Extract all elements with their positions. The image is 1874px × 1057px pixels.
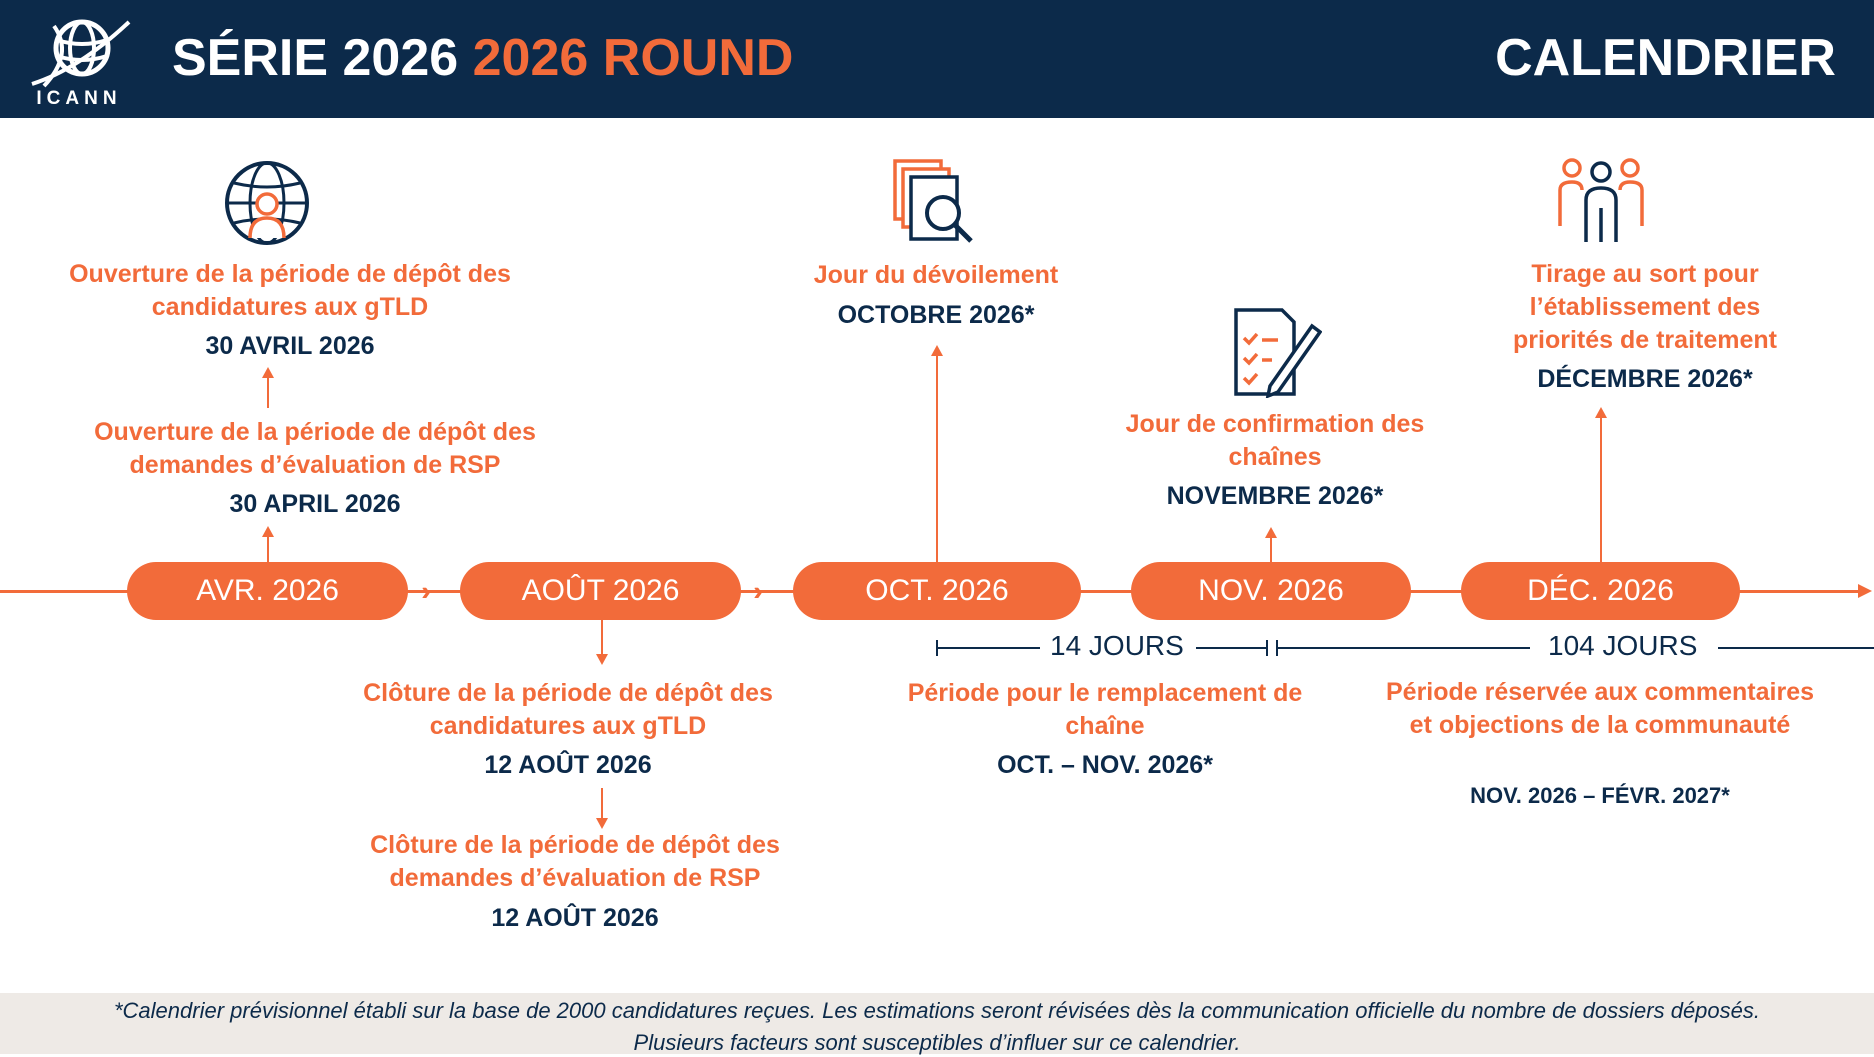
connector-apr-to-rsp: [267, 537, 269, 562]
document-search-icon: [893, 157, 983, 247]
month-pill-aug: AOÛT 2026: [460, 562, 741, 620]
rsp-open-label: Ouverture de la période de dépôt des demandes d’évaluation de RSP: [94, 418, 536, 479]
duration-line-104: [1276, 647, 1530, 649]
footer-line-1: *Calendrier prévisionnel établi sur la base de 2000 candidatures reçues. Les estimations seront révisées dès la communication officielle du nombre de dossiers déposés.: [113, 998, 1760, 1023]
month-pill-apr: AVR. 2026: [127, 562, 408, 620]
duration-line-14: [1196, 647, 1266, 649]
logo-text: ICANN: [36, 88, 122, 109]
comments-label: Période réservée aux commentaires et objections de la communauté: [1385, 678, 1814, 739]
comments-date: NOV. 2026 – FÉVR. 2027*: [1470, 783, 1730, 808]
arrowhead-up: [931, 345, 943, 356]
duration-tick: [1266, 640, 1268, 656]
page-title: [172, 28, 793, 88]
arrowhead-up: [262, 367, 274, 378]
connector-aug-to-gtld-close: [601, 620, 603, 656]
month-pill-nov: NOV. 2026: [1131, 562, 1411, 620]
header-right-title: CALENDRIER: [1495, 29, 1836, 87]
month-pill-oct: OCT. 2026: [793, 562, 1081, 620]
rsp-close-date: 12 AOÛT 2026: [491, 904, 659, 932]
arrowhead-down: [596, 654, 608, 665]
footer-line-2: Plusieurs facteurs sont susceptibles d’influer sur ce calendrier.: [633, 1030, 1241, 1055]
connector-rsp-to-gtld: [267, 378, 269, 408]
rsp-open-date: 30 APRIL 2026: [229, 490, 401, 518]
duration-line-14: [936, 647, 1040, 649]
string-confirm-label: Jour de confirmation des chaînes: [1125, 410, 1425, 471]
arrowhead-up: [1265, 527, 1277, 538]
reveal-date: OCTOBRE 2026*: [837, 301, 1035, 329]
header-bar: [0, 0, 1874, 118]
rsp-close-label: Clôture de la période de dépôt des demandes d’évaluation de RSP: [370, 831, 780, 892]
title-accent: 2026 ROUND: [472, 29, 794, 87]
string-change-label: Période pour le remplacement de chaîne: [907, 679, 1303, 740]
arrowhead-up: [262, 526, 274, 537]
gtld-open-label: Ouverture de la période de dépôt des candidatures aux gTLD: [69, 260, 511, 321]
month-pill-dec: DÉC. 2026: [1461, 562, 1740, 620]
globe-person-icon: [222, 158, 312, 248]
connector-gtld-to-rsp-close: [601, 788, 603, 820]
globe-logo-icon: [24, 14, 134, 94]
icann-logo: [24, 14, 134, 110]
title-main: SÉRIE 2026: [172, 29, 459, 87]
gtld-close-date: 12 AOÛT 2026: [484, 751, 652, 779]
gtld-open-date: 30 AVRIL 2026: [205, 332, 375, 360]
footer-note: [0, 993, 1874, 1054]
reveal-label: Jour du dévoilement: [813, 261, 1059, 289]
duration-line-104: [1718, 647, 1874, 649]
connector-nov-to-confirm: [1270, 538, 1272, 562]
duration-104-days: 104 JOURS: [1548, 630, 1698, 661]
connector-oct-to-reveal: [936, 356, 938, 562]
arrowhead-down: [596, 818, 608, 829]
gtld-close-label: Clôture de la période de dépôt des candidatures aux gTLD: [363, 679, 773, 740]
arrowhead-up: [1595, 407, 1607, 418]
string-confirm-date: NOVEMBRE 2026*: [1166, 482, 1384, 510]
string-change-date: OCT. – NOV. 2026*: [997, 751, 1213, 779]
connector-dec-to-draw: [1600, 418, 1602, 562]
draw-date: DÉCEMBRE 2026*: [1537, 365, 1753, 393]
duration-14-days: 14 JOURS: [1050, 630, 1184, 661]
checklist-pen-icon: [1232, 308, 1322, 398]
people-group-icon: [1556, 156, 1646, 246]
timeline-arrowhead: [1858, 584, 1872, 598]
draw-label: Tirage au sort pour l’établissement des priorités de traitement: [1513, 260, 1777, 354]
